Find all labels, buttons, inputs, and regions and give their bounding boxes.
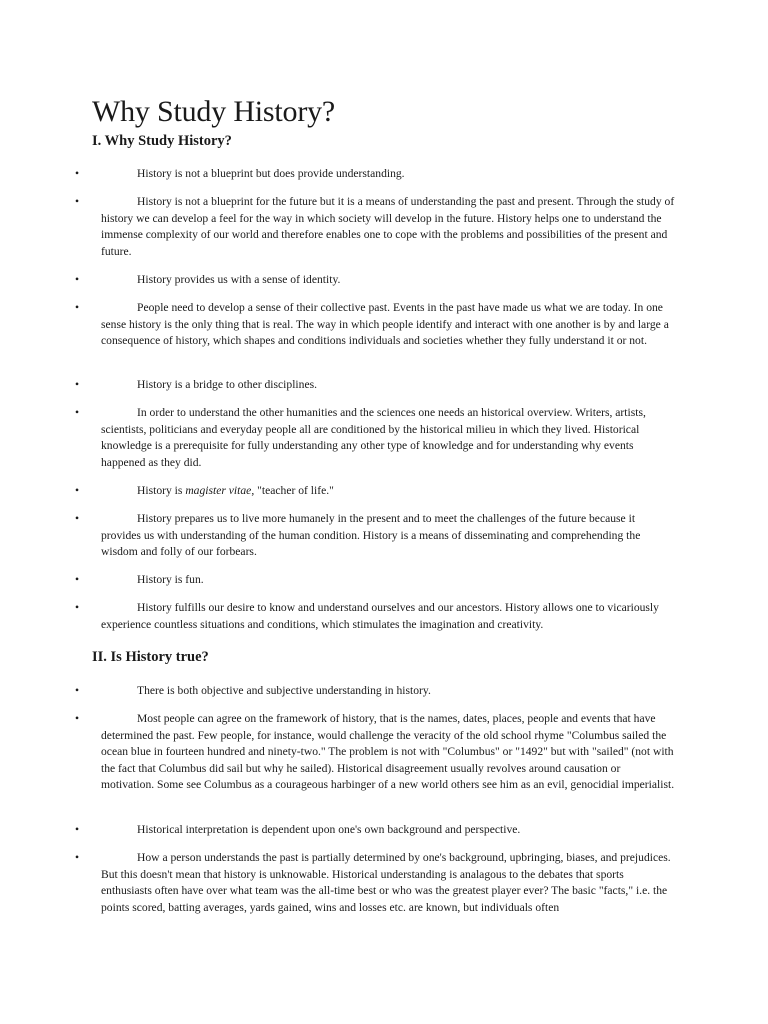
list-item-text: People need to develop a sense of their collective past. Events in the past have made us what we are today. In one sense history is the only thing that is real. The way in which people identify and interact with one another is by and large a consequence of history, which shapes and conditions individuals and societies whether they fully understand it or not. — [101, 301, 669, 348]
list-item: • History is not a blueprint for the future but it is a means of understanding the past and present. Through the study of history we can develop a feel for the way in which society will develop in the future. History helps one to understand the immense complexity of our world and therefore enables one to cope with the problems and possibilities of the present and future. — [75, 194, 675, 260]
list-item: • History is magister vitae, "teacher of life." — [75, 483, 675, 500]
list-item: • History fulfills our desire to know and understand ourselves and our ancestors. History allows one to vicariously experience countless situations and conditions, which stimulates the imagination and creativity. — [75, 600, 675, 633]
list-item-text: In order to understand the other humanities and the sciences one needs an historical overview. Writers, artists, scientists, politicians and everyday people all are conditioned by the historical milieu in which they lived. Historical knowledge is a prerequisite for fully understanding any other type of knowledge and for understanding why events happened as they did. — [101, 406, 646, 469]
list-item-text: History fulfills our desire to know and understand ourselves and our ancestors. History allows one to vicariously experience countless situations and conditions, which stimulates the imagination and creativity. — [101, 601, 659, 631]
list-item: • Historical interpretation is dependent upon one's own background and perspective. — [75, 822, 675, 839]
list-item: • How a person understands the past is partially determined by one's background, upbringing, biases, and prejudices. But this doesn't mean that history is unknowable. Historical understanding is analagous to the debates that sports enthusiasts often have over what team was the all-time best or who was the greatest player ever? The basic "facts," i.e. the points scored, batting averages, yards gained, wins and losses etc. are known, but individuals often — [75, 850, 675, 916]
latin-phrase: magister vitae — [185, 484, 252, 497]
list-item-text: History is not a blueprint for the future but it is a means of understanding the past and present. Through the study of history we can develop a feel for the way in which society will develop in the future. History helps one to understand the immense complexity of our world and therefore enables one to cope with the problems and possibilities of the present and future. — [101, 195, 675, 258]
list-item-text: History is not a blueprint but does provide understanding. — [137, 167, 405, 180]
list-item: • History prepares us to live more humanely in the present and to meet the challenges of the future because it provides us with understanding of the human condition. History is a means of disseminating and comprehending the wisdom and folly of our forbears. — [75, 511, 675, 561]
list-item-text: History is magister vitae, "teacher of life." — [137, 484, 334, 497]
list-item: • History is fun. — [75, 572, 675, 589]
list-item-text: History is fun. — [137, 573, 204, 586]
list-item: • There is both objective and subjective understanding in history. — [75, 683, 675, 700]
list-item: • History is not a blueprint but does provide understanding. — [75, 166, 675, 183]
list-item: • History provides us with a sense of identity. — [75, 272, 675, 289]
list-item: • History is a bridge to other disciplines. — [75, 377, 675, 394]
list-item-text: How a person understands the past is partially determined by one's background, upbringing, biases, and prejudices. But this doesn't mean that history is unknowable. Historical understanding is analagous to the debates that sports enthusiasts often have over what team was the all-time best or who was the greatest player ever? The basic "facts," i.e. the points scored, batting averages, yards gained, wins and losses etc. are known, but individuals often — [101, 851, 671, 914]
list-item-text: History provides us with a sense of identity. — [137, 273, 341, 286]
list-item-text: Most people can agree on the framework of history, that is the names, dates, places, people and events that have determined the past. Few people, for instance, would challenge the veracity of the old school rhyme "Columbus sailed the ocean blue in fourteen hundred and ninety-two." The problem is not with "Columbus" or "1492" but with "sailed" (not with the fact that Columbus did sail but why he sailed). Historical disagreement usually revolves around causation or motivation. Some see Columbus as a courageous harbinger of a new world others see him as an evil, genocidial imperialist. — [101, 712, 675, 792]
list-item-text: History prepares us to live more humanely in the present and to meet the challenges of the future because it provides us with understanding of the human condition. History is a means of disseminating and comprehending the wisdom and folly of our forbears. — [101, 512, 641, 559]
list-item: • Most people can agree on the framework of history, that is the names, dates, places, people and events that have determined the past. Few people, for instance, would challenge the veracity of the old school rhyme "Columbus sailed the ocean blue in fourteen hundred and ninety-two." The problem is not with "Columbus" or "1492" but with "sailed" (not with the fact that Columbus did sail but why he sailed). Historical disagreement usually revolves around causation or motivation. Some see Columbus as a courageous harbinger of a new world others see him as an evil, genocidial imperialist. — [75, 711, 675, 794]
list-item: • People need to develop a sense of their collective past. Events in the past have made us what we are today. In one sense history is the only thing that is real. The way in which people identify and interact with one another is by and large a consequence of history, which shapes and conditions individuals and societies whether they fully understand it or not. — [75, 300, 675, 350]
list-item-text: Historical interpretation is dependent upon one's own background and perspective. — [137, 823, 521, 836]
list-item-text: History is a bridge to other disciplines. — [137, 378, 317, 391]
section-heading-why-study-history: I. Why Study History? — [92, 133, 232, 149]
list-item: • In order to understand the other humanities and the sciences one needs an historical overview. Writers, artists, scientists, politicians and everyday people all are conditioned by the historical milieu in which they lived. Historical knowledge is a prerequisite for fully understanding any other type of knowledge and for understanding why events happened as they did. — [75, 405, 675, 471]
list-item-text: There is both objective and subjective understanding in history. — [137, 684, 431, 697]
document-title: Why Study History? — [92, 95, 336, 128]
section-heading-is-history-true: II. Is History true? — [92, 649, 209, 665]
